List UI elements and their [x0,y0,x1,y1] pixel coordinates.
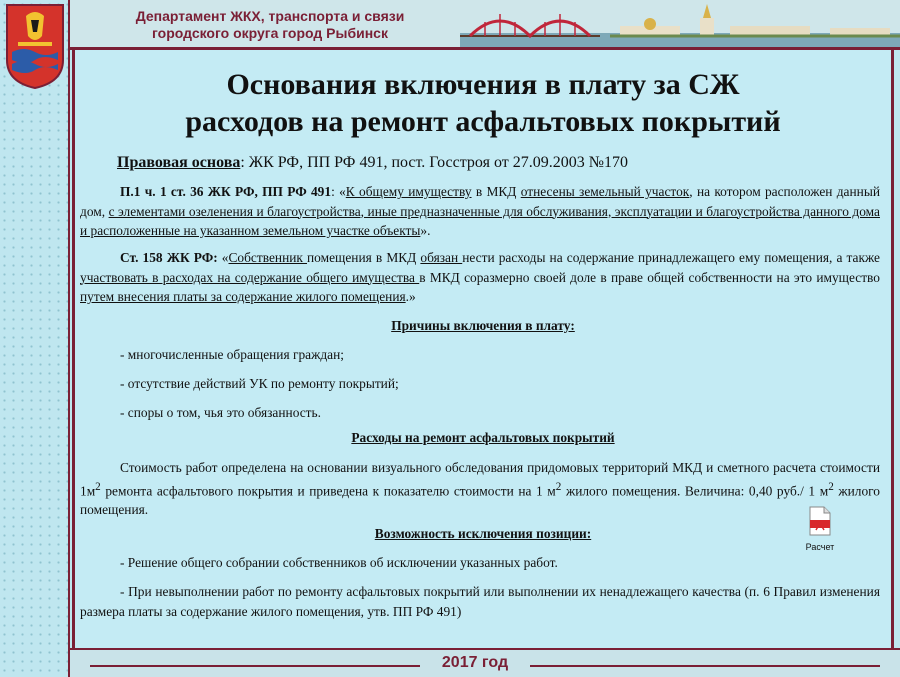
costs-heading: Расходы на ремонт асфальтовых покрытий [351,430,615,445]
p1-underline-1: К общему имуществу [345,184,472,199]
p2-text-1: « [217,250,229,265]
p1-underline-3: с элементами озеленения и благоустройства, иные предназначенные для обслуживания, эксплуатации и благоустройства данного дома и расположенные на указанном земельном участке объекты [80,203,880,238]
title-line-1: Основания включения в плату за СЖ [226,68,740,101]
p2-underline-4: путем внесения платы за содержание жилого помещения [80,289,406,304]
pdf-label: Расчет [805,542,835,552]
costs-text-3: жилого помещения. Величина: 0,40 руб./ 1 м [561,482,829,498]
department-name [120,8,420,42]
p2-text-4: в МКД соразмерно своей доле в праве общей собственности на это имущество [419,269,880,285]
paragraph-art-158 [80,248,880,307]
costs-sup-1: 2 [95,480,101,493]
department-line-2: городского округа город Рыбинск [152,25,388,41]
legal-basis-label: Правовая основа [117,154,241,171]
costs-text-1: Стоимость работ определена на основании визуального обследования придомовых территорий МКД и сметного расчета стоимости 1м [80,460,880,498]
paragraph-common-property [80,182,880,241]
p2-reference: Ст. 158 ЖК РФ: [120,250,218,265]
footer-divider-right [530,665,880,667]
p1-text-3: , на котором расположен данный дом, [80,184,881,219]
p2-text-2: помещения в МКД [307,250,421,265]
p1-underline-2: отнесены земельный участок [520,184,690,199]
reason-item-3: - споры о том, чья это обязанность. [120,405,321,420]
department-line-1: Департамент ЖКХ, транспорта и связи [135,8,405,24]
legal-basis-text: : ЖК РФ, ПП РФ 491, пост. Госстроя от 27.09.2003 №170 [240,154,629,171]
costs-sup-2: 2 [555,480,562,493]
p2-text-5: .» [405,289,416,304]
reason-item-2: - отсутствие действий УК по ремонту покрытий; [120,376,399,391]
coat-of-arms-icon [4,2,66,90]
legal-basis [117,154,628,172]
paragraph-costs [80,458,880,520]
p1-text-4: ». [420,223,431,238]
costs-sup-3: 2 [828,480,834,493]
left-decorative-strip [0,0,70,677]
costs-text-4: жилого помещения. [80,482,880,518]
content-panel [72,50,894,648]
footer-year: 2017 год [441,654,509,671]
title-line-2: расходов на ремонт асфальтовых покрытий [185,105,781,138]
p2-text-3: нести расходы на содержание принадлежащего ему помещения, а также [462,250,880,265]
exclusion-heading: Возможность исключения позиции: [374,526,592,541]
exclusion-item-1: - Решение общего собрании собственников об исключении указанных работ. [120,555,558,570]
p2-underline-2: обязан [420,250,463,265]
footer-divider-left [90,665,420,667]
exclusion-item-2: - При невыполнении работ по ремонту асфальтовых покрытий или выполнении их ненадлежащего качества (п. 6 Правил изменения размера платы за содержание жилого помещения, утв. ПП РФ 491) [80,584,880,619]
reasons-heading: Причины включения в плату: [391,318,575,333]
reason-item-1: - многочисленные обращения граждан; [120,347,345,362]
p1-text-1: : « [331,184,346,199]
p1-reference: П.1 ч. 1 ст. 36 ЖК РФ, ПП РФ 491 [120,184,332,199]
p2-underline-3: участвовать в расходах на содержание общего имущества [80,269,420,285]
site-header [70,0,900,50]
page-title [75,66,891,140]
p1-text-2: в МКД [471,184,521,199]
p2-underline-1: Собственник [228,250,308,265]
page-footer [70,648,900,677]
costs-text-2: ремонта асфальтового покрытия и приведена к показателю стоимости на 1 м [100,482,556,498]
city-panorama-image [460,0,900,47]
